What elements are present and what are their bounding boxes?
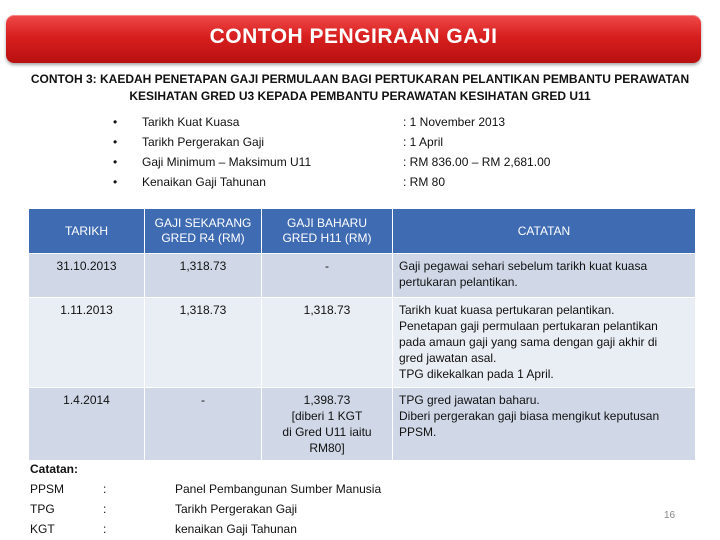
- cell-catatan: [393, 388, 696, 461]
- table-row: [29, 388, 696, 461]
- cell-gaji-sekarang: 1,318.73: [145, 298, 262, 388]
- cell-line: -: [325, 259, 329, 273]
- cell-gaji-baharu: [262, 388, 393, 461]
- title-banner: [6, 15, 701, 63]
- cell-line: Diberi pergerakan gaji biasa mengikut keputusan: [399, 409, 660, 423]
- cell-tarikh: 31.10.2013: [29, 254, 145, 298]
- cell-line: pertukaran pelantikan.: [399, 275, 518, 289]
- bullet-dot-icon: •: [113, 135, 118, 149]
- header-catatan: CATATAN: [393, 209, 696, 254]
- bullet-item: [113, 132, 673, 152]
- cell-line: di Gred U11 iaitu: [282, 425, 372, 439]
- page-number: 16: [664, 510, 676, 521]
- footnote-definition: Tarikh Pergerakan Gaji: [175, 502, 298, 516]
- cell-line: [diberi 1 KGT: [291, 409, 363, 423]
- header-gaji-baharu-line-2: GRED H11 (RM): [282, 231, 372, 245]
- cell-gaji-sekarang: -: [145, 388, 262, 461]
- cell-catatan: [393, 254, 696, 298]
- footnote-item: [30, 519, 450, 539]
- cell-line: TPG dikekalkan pada 1 April.: [399, 367, 554, 381]
- footnote-colon: :: [103, 482, 107, 496]
- cell-line: 1,318.73: [303, 303, 351, 317]
- footnotes-heading: Catatan:: [30, 462, 79, 476]
- header-gaji-sekarang: [145, 209, 262, 254]
- cell-line: pada amaun gaji yang sama dengan gaji akhir di: [399, 335, 658, 349]
- table-row: [29, 254, 696, 298]
- bullet-dot-icon: •: [113, 175, 118, 189]
- cell-line: RM80]: [309, 441, 345, 455]
- cell-gaji-baharu: [262, 298, 393, 388]
- cell-line: Penetapan gaji permulaan pertukaran pelantikan: [399, 319, 658, 333]
- footnote-definition: kenaikan Gaji Tahunan: [175, 522, 297, 536]
- salary-table: [28, 208, 696, 461]
- example-subtitle: [20, 71, 700, 105]
- cell-gaji-sekarang: 1,318.73: [145, 254, 262, 298]
- table-row: [29, 298, 696, 388]
- cell-line: gred jawatan asal.: [399, 351, 497, 365]
- cell-gaji-baharu: [262, 254, 393, 298]
- subtitle-line-2: KESIHATAN GRED U3 KEPADA PEMBANTU PERAWATAN KESIHATAN GRED U11: [129, 89, 591, 103]
- footnote-colon: :: [103, 502, 107, 516]
- footnote-definition: Panel Pembangunan Sumber Manusia: [175, 482, 382, 496]
- footnote-abbr: KGT: [30, 522, 55, 536]
- subtitle-line-1: CONTOH 3: KAEDAH PENETAPAN GAJI PERMULAAN BAGI PERTUKARAN PELANTIKAN PEMBANTU PERAWATAN: [30, 72, 690, 86]
- cell-tarikh: 1.11.2013: [29, 298, 145, 388]
- bullet-value: : RM 836.00 – RM 2,681.00: [403, 155, 551, 169]
- bullet-item: [113, 172, 673, 192]
- header-gaji-baharu: [262, 209, 393, 254]
- slide-title: CONTOH PENGIRAAN GAJI: [209, 25, 498, 48]
- footnote-abbr: PPSM: [30, 482, 65, 496]
- header-gaji-sekarang-line-2: GRED R4 (RM): [161, 231, 245, 245]
- bullet-value: : 1 November 2013: [403, 115, 506, 129]
- table-header-row: [29, 209, 696, 254]
- cell-line: TPG gred jawatan baharu.: [399, 393, 540, 407]
- bullet-label: Tarikh Kuat Kuasa: [142, 115, 240, 129]
- bullet-dot-icon: •: [113, 115, 118, 129]
- footnote-item: [30, 499, 450, 519]
- cell-line: PPSM.: [399, 425, 437, 439]
- bullet-value: : RM 80: [403, 175, 446, 189]
- bullet-item: [113, 152, 673, 172]
- cell-catatan: [393, 298, 696, 388]
- bullet-item: [113, 112, 673, 132]
- bullet-label: Tarikh Pergerakan Gaji: [142, 135, 265, 149]
- footnote-item: [30, 479, 450, 499]
- header-gaji-sekarang-line-1: GAJI SEKARANG: [154, 216, 252, 230]
- footnote-abbr: TPG: [30, 502, 55, 516]
- footnotes: [30, 459, 450, 539]
- cell-line: Tarikh kuat kuasa pertukaran pelantikan.: [399, 303, 615, 317]
- cell-tarikh: 1.4.2014: [29, 388, 145, 461]
- bullet-label: Kenaikan Gaji Tahunan: [142, 175, 266, 189]
- bullet-value: : 1 April: [403, 135, 444, 149]
- bullet-dot-icon: •: [113, 155, 118, 169]
- info-bullet-list: [113, 112, 673, 192]
- cell-line: Gaji pegawai sehari sebelum tarikh kuat kuasa: [399, 259, 648, 273]
- header-gaji-baharu-line-1: GAJI BAHARU: [286, 216, 367, 230]
- bullet-label: Gaji Minimum – Maksimum U11: [142, 155, 312, 169]
- cell-line: 1,398.73: [303, 393, 351, 407]
- header-tarikh: TARIKH: [29, 209, 145, 254]
- footnote-colon: :: [103, 522, 107, 536]
